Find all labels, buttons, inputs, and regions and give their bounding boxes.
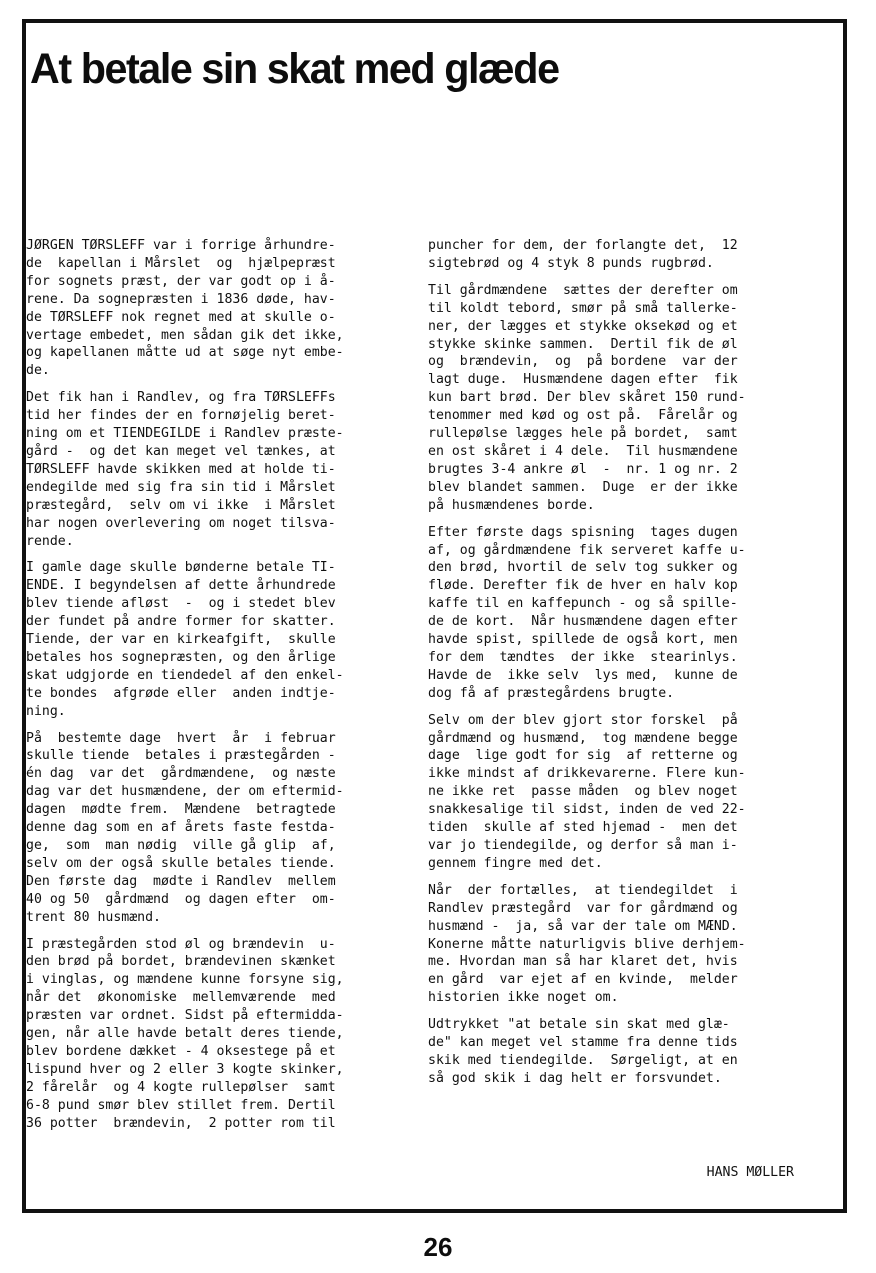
page-number: 26 — [423, 1232, 453, 1262]
article-title: At betale sin skat med glæde — [30, 45, 559, 93]
left-column — [26, 237, 400, 1142]
paragraph: Det fik han i Randlev, og fra TØRSLEFFs tid her findes der en fornøjelig beret- ning om et TIENDEGILDE i Randlev præste- gård - og det kan meget vel tænkes, at TØRSLEFF havde skikken med at holde ti- endegilde med sig fra sin tid i Mårslet præstegård, selv om vi ikke i Mårslet har nogen overlevering om noget tilsva- rende. — [26, 390, 344, 549]
paragraph: JØRGEN TØRSLEFF var i forrige århundre- de kapellan i Mårslet og hjælpepræst for sognets præst, der var godt op i å- rene. Da sognepræsten i 1836 døde, hav- de TØRSLEFF nok regnet med at skulle o- vertage embedet, men sådan gik det ikke, og kapellanen måtte ud at søge nyt embe- de. — [26, 238, 344, 379]
paragraph: I præstegården stod øl og brændevin u- den brød på bordet, brændevinen skænket i vinglas, og mændene kunne forsyne sig, når det økonomiske mellemværende med præsten var ordnet. Sidst på eftermidda- gen, når alle havde betalt deres tiende, blev bordene dækket - 4 oksestege på et lispund hver og 2 eller 3 kogte skinker, 2 fårelår og 4 kogte rullepølser samt 6-8 pund smør blev stillet frem. Dertil 36 potter brændevin, 2 potter rom til — [26, 936, 344, 1131]
author-signature: HANS MØLLER — [706, 1165, 794, 1180]
paragraph: Når der fortælles, at tiendegildet i Randlev præstegård var for gårdmænd og husmænd - ja, så var der tale om MÆND. Konerne måtte naturligvis blive derhjem- me. Hvordan man så har klaret det, hvis en gård var ejet af en kvinde, melder historien ikke noget om. — [428, 882, 746, 1006]
paragraph: Selv om der blev gjort stor forskel på gårdmænd og husmænd, tog mændene begge dage lige godt for sig af retterne og ikke mindst af drikkevarerne. Flere kun- ne ikke ret passe måden og blev noget snakkesalige til sidst, inden de ved 22- tiden skulle af sted hjemad - men det var jo tiendegilde, og derfor så man i- gennem fingre med det. — [428, 712, 746, 871]
paragraph: puncher for dem, der forlangte det, 12 sigtebrød og 4 styk 8 punds rugbrød. — [428, 238, 738, 271]
paragraph: I gamle dage skulle bønderne betale TI- ENDE. I begyndelsen af dette århundrede blev tiende afløst - og i stedet blev der fundet på andre former for skatter. Tiende, der var en kirkeafgift, skulle betales hos sognepræsten, og den årlige skat udgjorde en tiendedel af den enkel- te bondes afgrøde eller anden indtje- ning. — [26, 560, 344, 719]
paragraph: Efter første dags spisning tages dugen af, og gårdmændene fik serveret kaffe u- den brød, hvortil de selv tog sukker og fløde. Derefter fik de hver en halv kop kaffe til en kaffepunch - og så spille- de de kort. Når husmændene dagen efter havde spist, spillede de også kort, men for dem tændtes der ikke stearinlys. Havde de ikke selv lys med, kunne de dog få af præstegårdens brugte. — [428, 524, 746, 701]
paragraph: Udtrykket "at betale sin skat med glæ- de" kan meget vel stamme fra denne tids skik med tiendegilde. Sørgeligt, at en så god skik i dag helt er forsvundet. — [428, 1017, 738, 1086]
right-column — [428, 237, 802, 1097]
paragraph: På bestemte dage hvert år i februar skulle tiende betales i præstegården - én dag var det gårdmændene, og næste dag var det husmændene, der om eftermid- dagen mødte frem. Mændene betragtede denne dag som en af årets faste festda- ge, som man nødig ville gå glip af, selv om der også skulle betales tiende. Den første dag mødte i Randlev mellem 40 og 50 gårdmænd og dagen efter om- trent 80 husmænd. — [26, 730, 344, 925]
paragraph: Til gårdmændene sættes der derefter om til koldt tebord, smør på små tallerke- ner, der lægges et stykke oksekød og et stykke skinke sammen. Dertil fik de øl og brændevin, og på bordene var der lagt duge. Husmændene dagen efter fik kun bart brød. Der blev skåret 150 rund- tenommer med kød og ost på. Fårelår og rullepølse lægges hele på bordet, samt en ost skåret i 4 dele. Til husmændene brugtes 3-4 ankre øl - nr. 1 og nr. 2 blev blandet sammen. Duge er der ikke på husmændenes borde. — [428, 282, 746, 513]
